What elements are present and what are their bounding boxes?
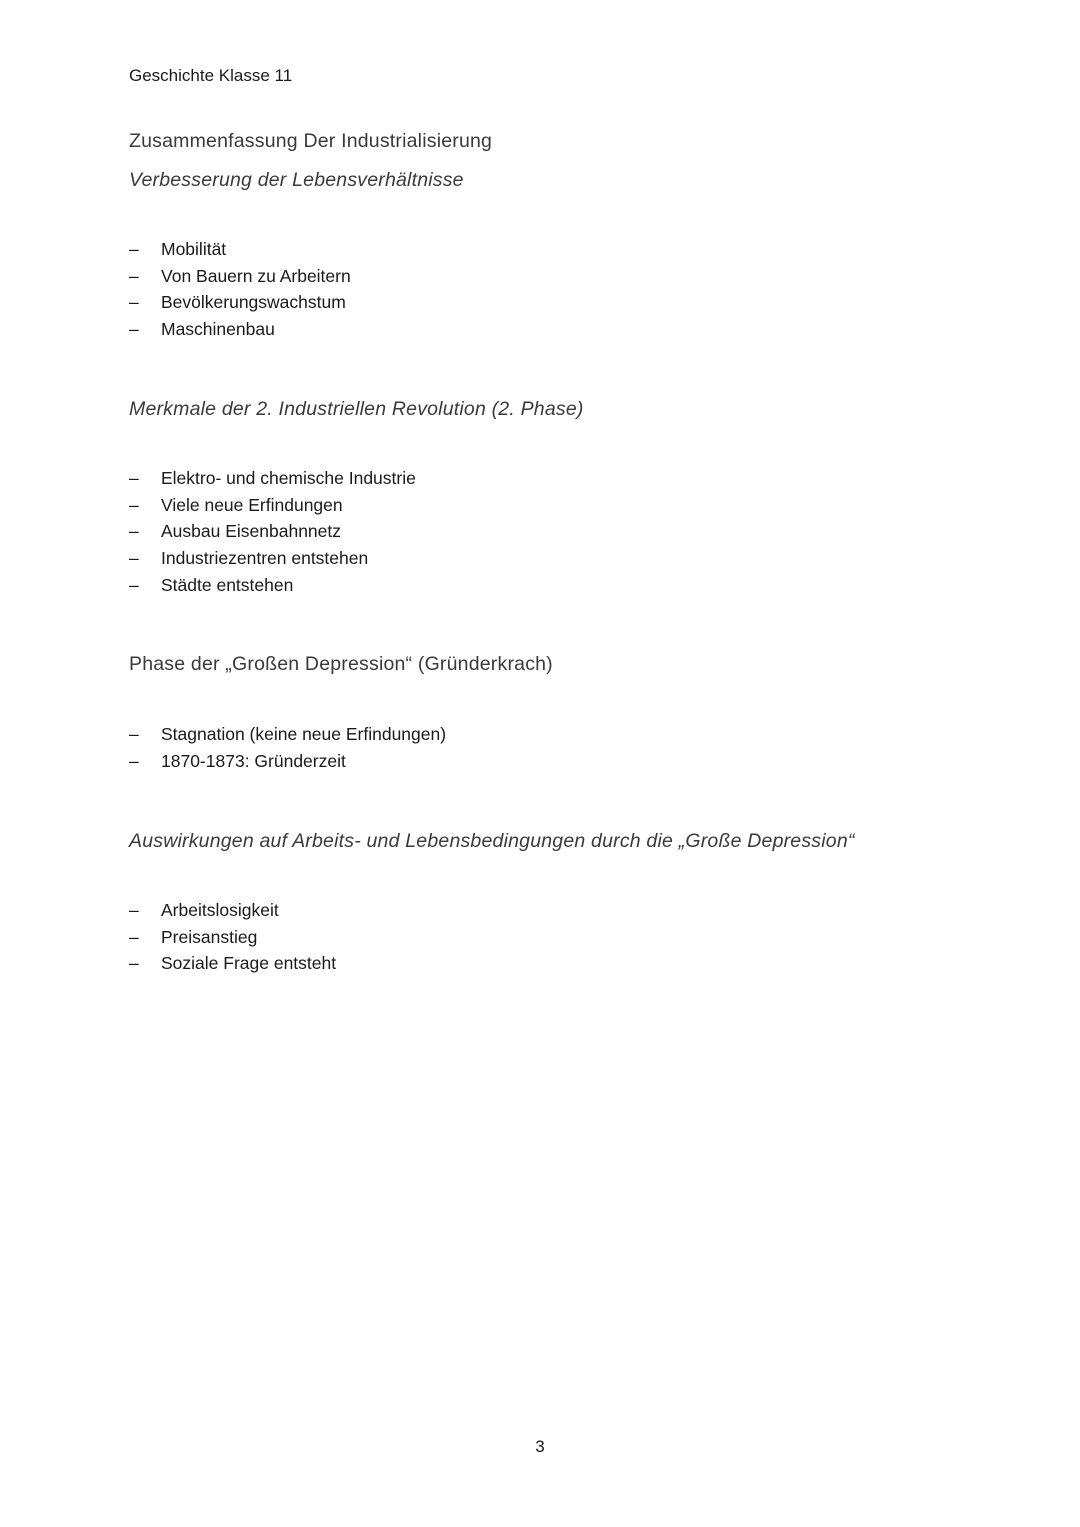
list-item: – 1870-1873: Gründerzeit [129,748,446,775]
bullet-dash: – [129,548,139,569]
section-title-second-revolution: Merkmale der 2. Industriellen Revolution (2. Phase) [129,398,584,420]
list-item: – Preisanstieg [129,924,336,951]
list-second-revolution [129,465,416,598]
bullet-dash: – [129,239,139,259]
section-subtitle-living-conditions: Verbesserung der Lebensverhältnisse [129,169,464,191]
list-effects [129,897,336,977]
page-number: 3 [535,1437,545,1456]
list-living-conditions [129,236,351,343]
list-item: – Industriezentren entstehen [129,545,416,572]
bullet-dash: – [129,900,139,920]
list-item: – Städte entstehen [129,572,416,599]
bullet-dash: – [129,468,139,488]
list-item: – Viele neue Erfindungen [129,492,416,519]
bullet-dash: – [129,265,139,286]
bullet-dash: – [129,574,139,595]
bullet-dash: – [129,926,139,947]
list-item: – Bevölkerungswachstum [129,289,351,316]
section-title-summary: Zusammenfassung Der Industrialisierung [129,130,493,152]
bullet-dash: – [129,319,139,340]
list-item: – Soziale Frage entsteht [129,950,336,977]
bullet-dash: – [129,292,139,313]
page-header: Geschichte Klasse 11 [129,66,293,85]
bullet-dash: – [129,953,139,974]
list-item: – Mobilität [129,236,351,263]
list-item: – Maschinenbau [129,316,351,343]
section-title-effects: Auswirkungen auf Arbeits- und Lebensbedingungen durch die „Große Depression“ [129,830,855,852]
list-item: – Stagnation (keine neue Erfindungen) [129,721,446,748]
list-item: – Elektro- und chemische Industrie [129,465,416,492]
list-item: – Arbeitslosigkeit [129,897,336,924]
bullet-dash: – [129,724,139,744]
list-item: – Ausbau Eisenbahnnetz [129,518,416,545]
section-title-great-depression: Phase der „Großen Depression“ (Gründerkrach) [129,653,553,675]
bullet-dash: – [129,521,139,542]
bullet-dash: – [129,750,139,771]
list-item: – Von Bauern zu Arbeitern [129,263,351,290]
list-great-depression [129,721,446,774]
bullet-dash: – [129,494,139,515]
